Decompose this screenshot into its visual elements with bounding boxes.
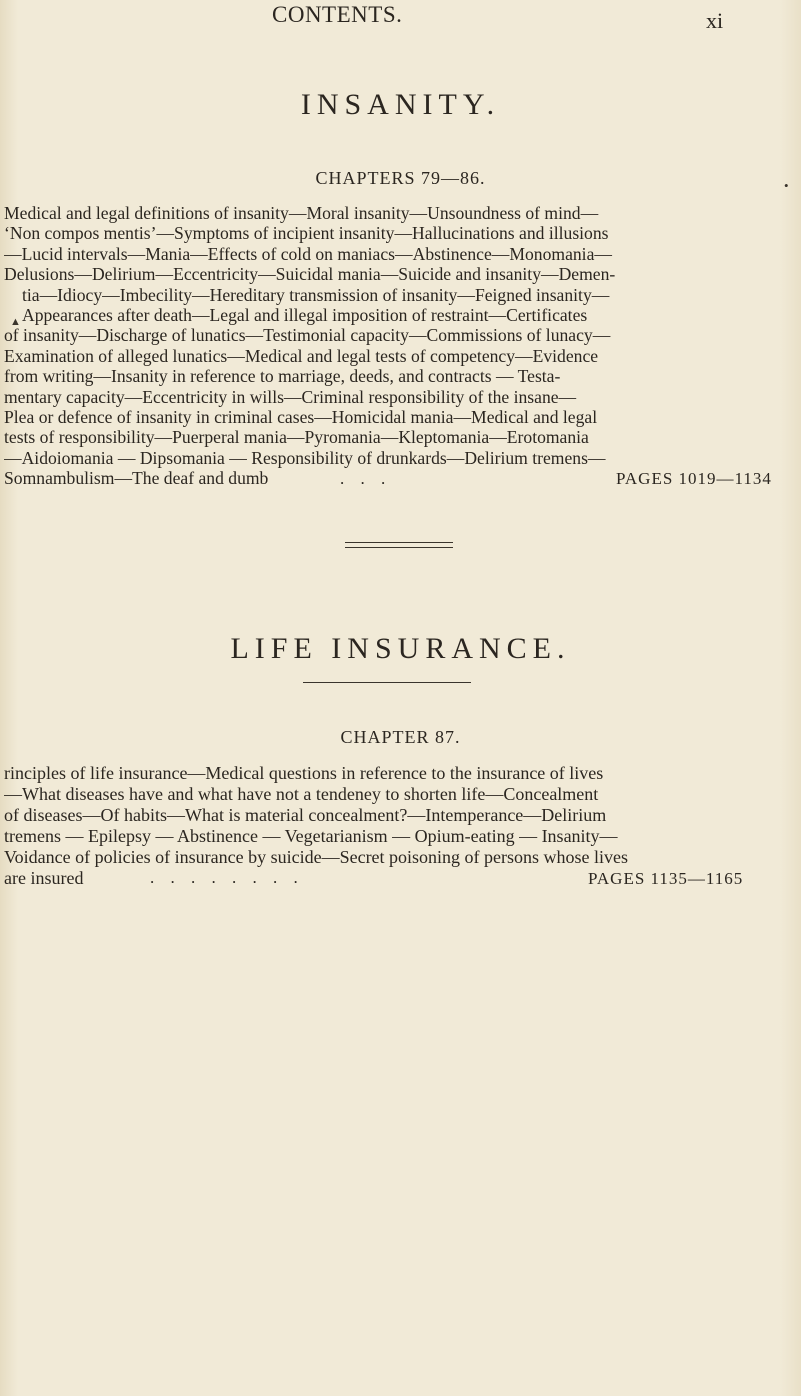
page-number: xi xyxy=(706,8,724,33)
contents-line: mentary capacity—Eccentricity in wills—Criminal responsibility of the insane— xyxy=(4,386,577,407)
life-insurance-leader-dots: . . . . . . . . xyxy=(150,868,304,887)
contents-line: rinciples of life insurance—Medical questions in reference to the insurance of lives xyxy=(4,763,604,783)
margin-pointer-mark: ▲ xyxy=(10,316,21,328)
running-title: CONTENTS. xyxy=(272,2,403,27)
margin-bullet-mark: • xyxy=(784,178,789,193)
contents-line: tremens — Epilepsy — Abstinence — Vegetarianism — Opium-eating — Insanity— xyxy=(4,826,618,846)
contents-line: from writing—Insanity in reference to marriage, deeds, and contracts — Testa- xyxy=(4,366,561,387)
contents-line: Appearances after death—Legal and illegal imposition of restraint—Certificates xyxy=(22,305,588,326)
insanity-chapters: CHAPTERS 79—86. xyxy=(315,168,486,188)
contents-line: Medical and legal definitions of insanity—Moral insanity—Unsoundness of mind— xyxy=(4,203,599,223)
section-divider-rule xyxy=(345,547,453,548)
life-insurance-pages: PAGES 1135—1165 xyxy=(588,869,744,888)
insanity-title: INSANITY. xyxy=(300,88,501,121)
contents-line: —What diseases have and what have not a tendeney to shorten life—Concealment xyxy=(4,784,599,804)
contents-line: are insured xyxy=(4,868,84,888)
insanity-leader-dots: . . . xyxy=(340,469,392,488)
contents-line: tests of responsibility—Puerperal mania—Pyromania—Kleptomania—Erotomania xyxy=(4,427,589,448)
contents-line: tia—Idiocy—Imbecility—Hereditary transmission of insanity—Feigned insanity— xyxy=(22,284,610,305)
life-insurance-title: LIFE INSURANCE. xyxy=(230,632,571,665)
insanity-contents xyxy=(4,203,791,489)
insanity-pages: PAGES 1019—1134 xyxy=(616,469,772,488)
contents-line: of diseases—Of habits—What is material concealment?—Intemperance—Delirium xyxy=(4,805,607,825)
contents-line: ‘Non compos mentis’—Symptoms of incipient insanity—Hallucinations and illusions xyxy=(4,223,609,244)
title-underline-rule xyxy=(303,682,471,683)
contents-line: Voidance of policies of insurance by suicide—Secret poisoning of persons whose lives xyxy=(4,847,629,867)
contents-line: Somnambulism—The deaf and dumb xyxy=(4,468,269,489)
section-divider-rule xyxy=(345,542,453,543)
life-insurance-chapter: CHAPTER 87. xyxy=(340,727,461,747)
contents-line: —Aidoiomania — Dipsomania — Responsibility of drunkards—Delirium tremens— xyxy=(4,447,606,468)
contents-line: Plea or defence of insanity in criminal cases—Homicidal mania—Medical and legal xyxy=(4,407,598,428)
contents-line: of insanity—Discharge of lunatics—Testimonial capacity—Commissions of lunacy— xyxy=(4,325,611,346)
running-head xyxy=(0,2,801,36)
contents-line: Delusions—Delirium—Eccentricity—Suicidal mania—Suicide and insanity—Demen- xyxy=(4,264,616,285)
contents-line: —Lucid intervals—Mania—Effects of cold on maniacs—Abstinence—Monomania— xyxy=(4,243,612,264)
contents-line: Examination of alleged lunatics—Medical and legal tests of competency—Evidence xyxy=(4,345,599,366)
